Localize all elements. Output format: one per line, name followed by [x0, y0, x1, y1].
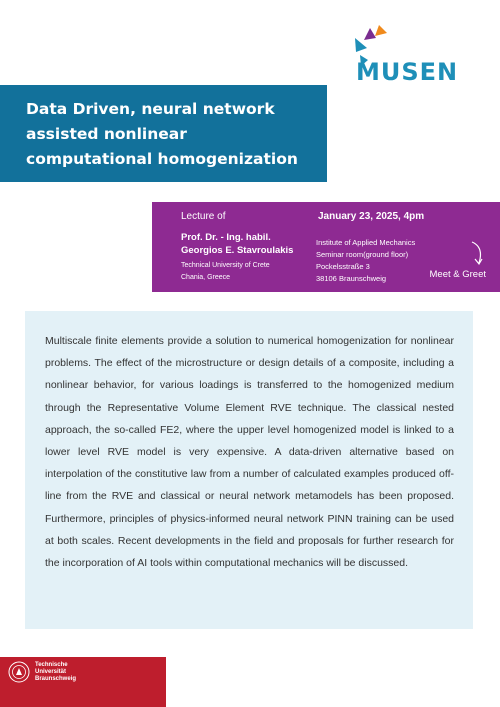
speaker-name [181, 231, 293, 257]
tu-seal-icon [8, 661, 30, 683]
abstract-panel [25, 311, 473, 629]
tu-braunschweig-footer [0, 657, 166, 707]
lecture-label: Lecture of [181, 211, 226, 222]
tu-line-3: Braunschweig [35, 676, 77, 682]
musen-logo-text: MUSEN [356, 58, 459, 86]
lecture-venue [316, 237, 415, 285]
tu-wordmark [35, 662, 76, 683]
meet-and-greet: Meet & Greet [429, 269, 486, 280]
lecture-info-panel [152, 202, 500, 292]
affiliation-university: Technical University of Crete [181, 262, 270, 269]
tu-line-2: Universität [35, 669, 67, 675]
lecture-title: Data Driven, neural network assisted nonlinear computational homogenization [26, 100, 298, 168]
speaker-full-name: Georgios E. Stavroulakis [181, 245, 294, 256]
venue-street: Pockelsstraße 3 [316, 262, 370, 271]
lecture-date: January 23, 2025, 4pm [318, 211, 425, 222]
affiliation-location: Chania, Greece [181, 274, 231, 281]
curved-arrow-icon [468, 239, 488, 267]
abstract-text: Multiscale finite elements provide a solution to numerical homogenization for nonlinear problems. The effect of the microstructure or design details of a composite, including a nonlinear behavior, for various loadings is transferred to the homogenized medium through the Representative Volume Element RVE technique. The classical nested approach, the so-called FE2, where the upper level homogenized model is linked to a lower level RVE model is very expensive. A data-driven alternative based on interpolation of the constitutive law from a number of calculated examples produced off-line from the RVE and classical or neural network metamodels has been proposed. Furthermore, principles of physics-informed neural network PINN training can be used at both scales. Recent developments in the field and proposals for further research for the incorporation of AI tools within computational mechanics will be discussed. [45, 335, 454, 570]
tu-line-1: Technische [35, 662, 68, 668]
speaker-title: Prof. Dr. - Ing. habil. [181, 232, 271, 243]
venue-institute: Institute of Applied Mechanics [316, 238, 416, 247]
venue-city: 38106 Braunschweig [316, 274, 387, 283]
speaker-affiliation [181, 260, 270, 284]
venue-room: Seminar room(ground floor) [316, 250, 409, 259]
